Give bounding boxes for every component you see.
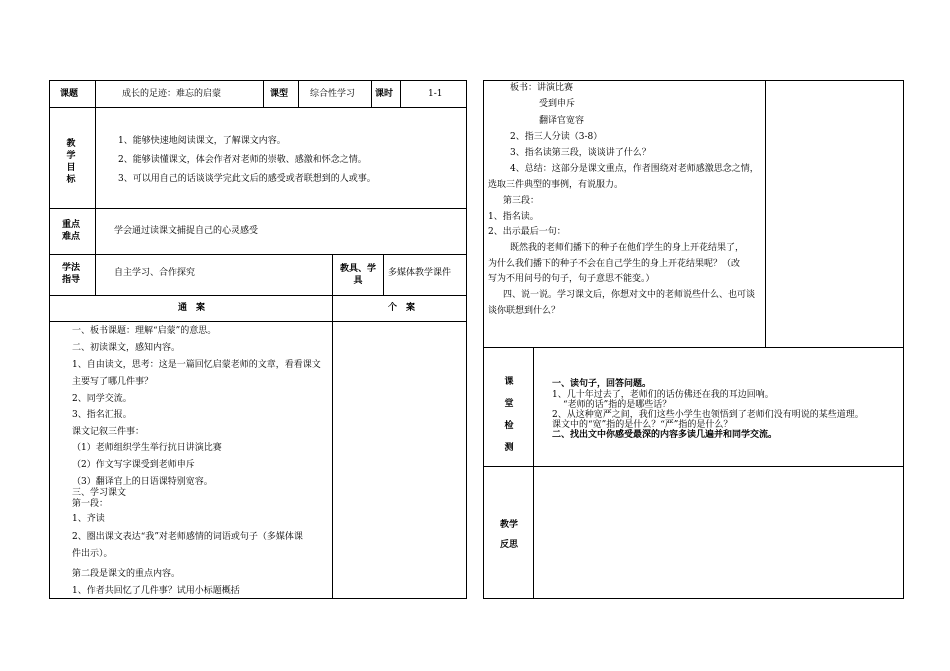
right-line: 4、总结：这部分是课文重点，作者围绕对老师感激思念之情， (510, 164, 759, 174)
key-label: 重点 难点 (61, 220, 80, 242)
tools-value: 多媒体教学课件 (388, 268, 452, 278)
right-line: 2、出示最后一句： (488, 227, 566, 237)
title-label: 课题 (60, 89, 79, 99)
goal-item: 2、能够读懂课文，体会作者对老师的崇敬、感激和怀念之情。 (118, 155, 367, 165)
test-label: 课 堂 检 测 (504, 377, 514, 453)
body-line: 2、同学交流。 (72, 394, 132, 404)
test-line: 二、找出文中你感受最深的内容多读几遍并和同学交流。 (552, 430, 778, 440)
test-line: 2、从这种宽严之间，我们这些小学生也领悟到了老师们没有明说的某些道理。 (552, 410, 864, 420)
hours-label: 课时 (375, 89, 394, 99)
body-line: 三、学习课文 (72, 488, 127, 498)
body-line: （3）翻译官上的日语课特别宽容。 (72, 477, 213, 487)
type-label: 课型 (270, 89, 289, 99)
body-line: 二、初读课文，感知内容。 (72, 343, 181, 353)
body-line: （1）老师组织学生举行抗日讲演比赛 (72, 443, 222, 453)
test-line: 一、读句子，回答问题。 (552, 379, 652, 389)
right-line: 1、指名读。 (488, 212, 539, 222)
test-line: “老师的话”指的是哪些话？ (563, 400, 672, 410)
body-line: 一、板书课题：理解“启蒙”的意思。 (72, 326, 217, 336)
body-line: 1、齐读 (72, 514, 105, 524)
method-value: 自主学习、合作探究 (114, 268, 196, 278)
body-line: 第一段： (72, 499, 109, 509)
title-value: 成长的足迹：难忘的启蒙 (122, 89, 222, 99)
key-value: 学会通过读课文捕捉自己的心灵感受 (114, 226, 259, 236)
test-line: 1、几十年过去了，老师们的话仿佛还在我的耳边回响。 (552, 390, 774, 400)
right-line: 既然我的老师们播下的种子在他们学生的身上开花结果了， (510, 243, 745, 253)
right-line: 3、指名读第三段，谈谈讲了什么？ (510, 148, 651, 158)
body-line: 主要写了哪几件事？ (72, 377, 154, 387)
board-line: 翻译官宽容 (539, 116, 585, 126)
board-line: 板书：讲演比赛 (510, 83, 574, 93)
right-line: 四、说一说。学习课文后，你想对文中的老师说些什么、也可谈 (503, 290, 756, 300)
tools-label: 教具、学 具 (339, 264, 376, 286)
body-line: 1、作者共回忆了几件事？试用小标题概括 (72, 586, 240, 596)
right-line: 第三段： (503, 196, 540, 206)
body-line: 3、指名汇报。 (72, 410, 132, 420)
column-individual: 个 案 (388, 303, 416, 313)
type-value: 综合性学习 (310, 89, 356, 99)
column-common: 通 案 (178, 303, 206, 313)
goal-item: 1、能够快速地阅读课文，了解课文内容。 (118, 136, 286, 146)
right-line: 2、指三人分读（3-8） (510, 132, 603, 142)
right-line: 为什么我们播下的种子不会在自己学生的身上开花结果呢？（改 (488, 259, 741, 269)
goals-label: 教 学 目 标 (66, 139, 76, 185)
body-line: 课文记叙三件事： (72, 427, 145, 437)
right-line: 谈你联想到什么？ (488, 306, 561, 316)
right-line: 写为不用问号的句子，句子意思不能变。） (488, 274, 655, 284)
body-line: 第二段是课文的重点内容。 (72, 569, 181, 579)
body-line: 2、圈出课文表达“我”对老师感情的词语或句子（多媒体课 (72, 532, 303, 542)
body-line: 1、自由读文，思考：这是一篇回忆启蒙老师的文章，看看课文 (72, 360, 321, 370)
board-line: 受到申斥 (539, 99, 576, 109)
hours-value: 1-1 (428, 89, 443, 99)
reflect-label: 教学 反思 (499, 520, 518, 550)
body-line: 件出示）。 (72, 549, 113, 559)
body-line: （2）作文写字课受到老师申斥 (72, 460, 195, 470)
method-label: 学法 指导 (61, 263, 80, 285)
goal-item: 3、可以用自己的话谈谈学完此文后的感受或者联想到的人或事。 (118, 174, 376, 184)
right-line: 选取三件典型的事例，有说服力。 (488, 180, 624, 190)
test-line: 课文中的“宽”指的是什么？“严”指的是什么？ (552, 420, 733, 430)
